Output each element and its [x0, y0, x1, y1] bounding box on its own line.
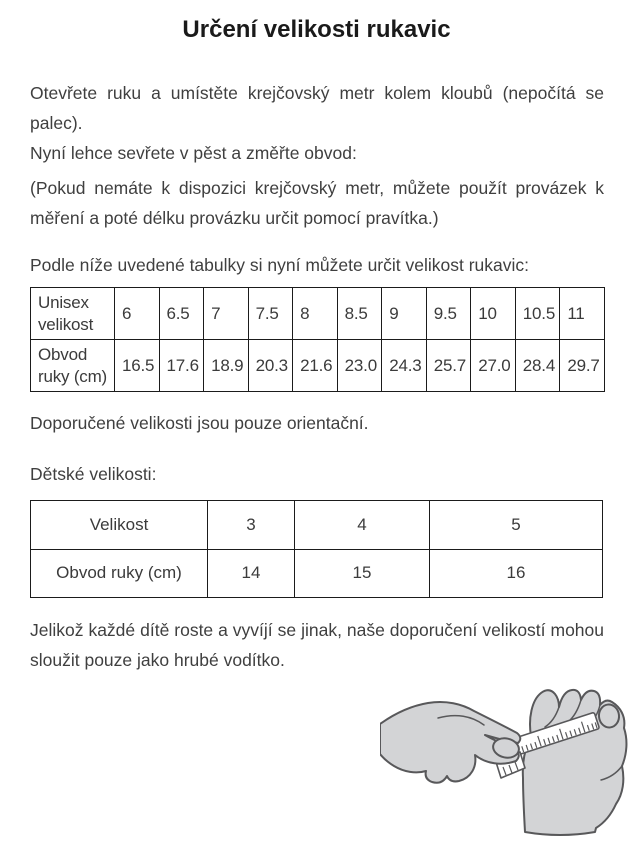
table-cell: 25.7 [426, 340, 471, 392]
table-cell: 24.3 [382, 340, 427, 392]
children-note-paragraph: Jelikož každé dítě roste a vyvíjí se jinak, naše doporučení velikostí mohou sloužit pouze jako hrubé vodítko. [30, 620, 604, 670]
table-cell: 4 [295, 501, 430, 550]
table-cell: 10 [471, 288, 516, 340]
children-circumference-row [31, 549, 603, 598]
children-sizes-heading: Dětské velikosti: [30, 464, 157, 484]
table-cell: 16.5 [115, 340, 160, 392]
table-cell: 7 [204, 288, 249, 340]
intro-line-measure: Otevřete ruku a umístěte krejčovský metr kolem kloubů (nepočítá se palec). [30, 83, 604, 133]
table-cell: 7.5 [248, 288, 293, 340]
table-cell: 29.7 [560, 340, 605, 392]
intro-paragraph [30, 78, 604, 168]
row-label: Unisex velikost [31, 288, 115, 340]
page-title: Určení velikosti rukavic [182, 16, 451, 43]
row-label: Velikost [31, 501, 208, 550]
hand-measurement-illustration [380, 682, 633, 851]
table-cell: 9 [382, 288, 427, 340]
table-cell: 8 [293, 288, 338, 340]
table-cell: 23.0 [337, 340, 382, 392]
row-label: Obvod ruky (cm) [31, 340, 115, 392]
table-cell: 11 [560, 288, 605, 340]
children-sizes-table [30, 500, 603, 598]
string-tip-paragraph: (Pokud nemáte k dispozici krejčovský metr, můžete použít provázek k měření a poté délku provázku určit pomocí pravítka.) [30, 178, 604, 228]
adult-sizes-table [30, 287, 605, 392]
table-cell: 20.3 [248, 340, 293, 392]
table-cell: 15 [295, 549, 430, 598]
table-cell: 6 [115, 288, 160, 340]
fist-shape [523, 690, 627, 835]
table-cell: 28.4 [515, 340, 560, 392]
table-intro-paragraph: Podle níže uvedené tabulky si nyní můžete určit velikost rukavic: [30, 255, 529, 275]
adult-sizes-row [31, 288, 605, 340]
adult-circumference-row [31, 340, 605, 392]
orientation-note: Doporučené velikosti jsou pouze orientační. [30, 413, 369, 433]
row-label: Obvod ruky (cm) [31, 549, 208, 598]
table-cell: 5 [430, 501, 603, 550]
table-cell: 14 [208, 549, 295, 598]
table-cell: 21.6 [293, 340, 338, 392]
table-cell: 27.0 [471, 340, 516, 392]
table-cell: 10.5 [515, 288, 560, 340]
table-cell: 8.5 [337, 288, 382, 340]
table-cell: 6.5 [159, 288, 204, 340]
table-cell: 16 [430, 549, 603, 598]
intro-line-fist: Nyní lehce sevřete v pěst a změřte obvod: [30, 143, 357, 163]
table-cell: 9.5 [426, 288, 471, 340]
table-cell: 17.6 [159, 340, 204, 392]
table-cell: 18.9 [204, 340, 249, 392]
table-cell: 3 [208, 501, 295, 550]
children-sizes-row [31, 501, 603, 550]
